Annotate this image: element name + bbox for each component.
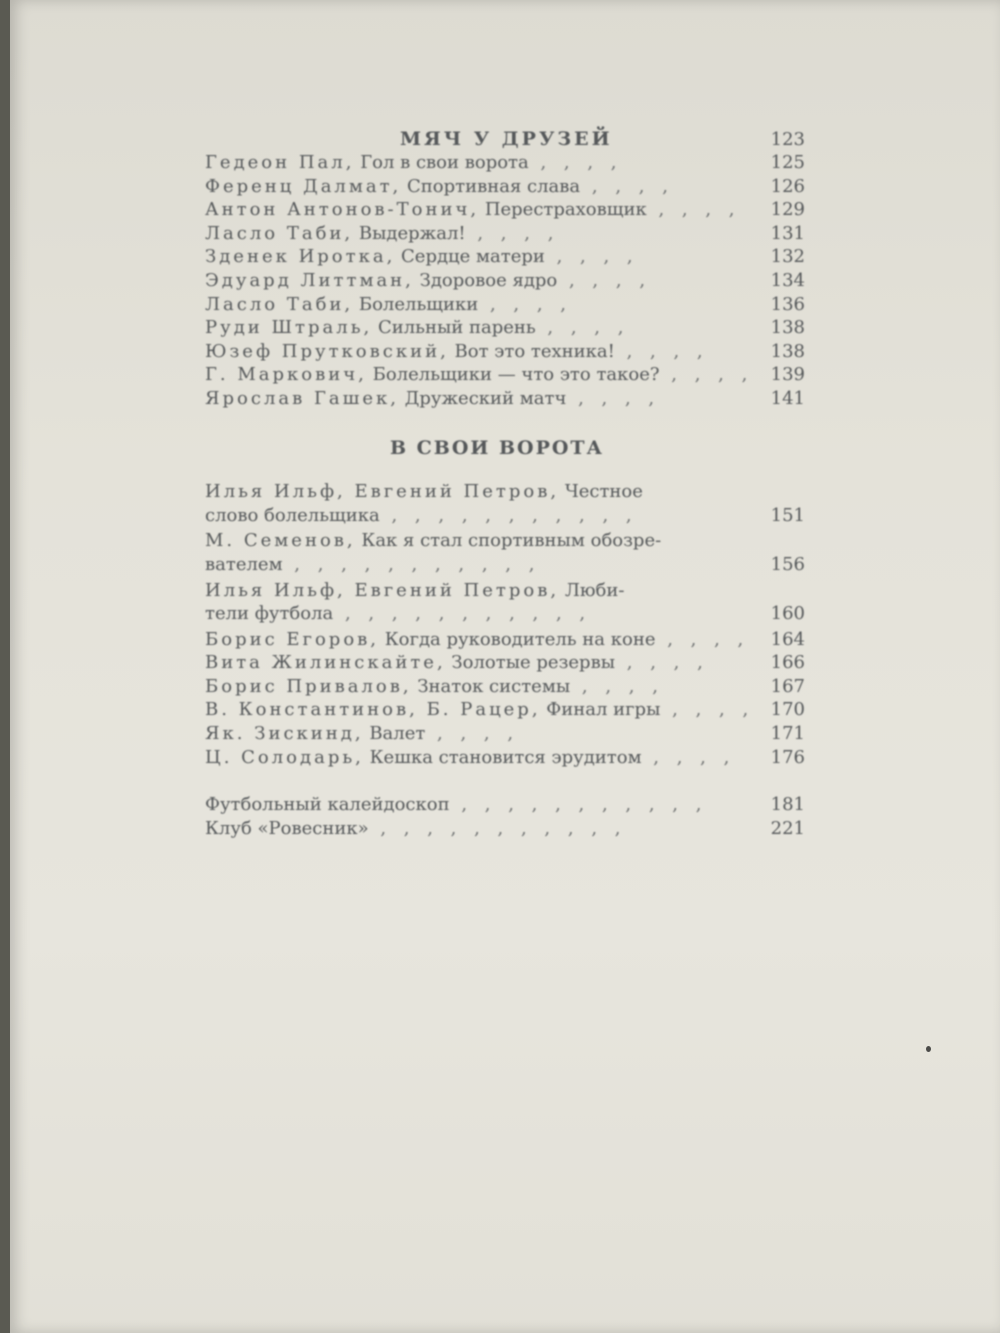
- page-number: 138: [770, 340, 805, 362]
- entry-author: Руди Штраль,: [205, 317, 373, 339]
- dot-leader: , , , ,: [535, 317, 630, 339]
- entry-title: Валет: [369, 723, 426, 745]
- section-title: В СВОИ ВОРОТА: [390, 436, 605, 459]
- entry-title: Как я стал спортивным обозре-: [361, 530, 662, 552]
- page-number: 132: [770, 246, 805, 268]
- dot-leader: , , , ,: [570, 675, 664, 697]
- entry-author: Борис Привалов,: [205, 675, 412, 697]
- entry-title-cont: вателем: [205, 553, 283, 575]
- entry-author: В. Константинов, Б. Рацер,: [205, 699, 541, 721]
- toc-entry: [205, 651, 805, 675]
- dot-leader: , , , ,: [641, 746, 736, 768]
- entry-author: Гедеон Пал,: [205, 152, 355, 173]
- entry-title-cont: тели футбола: [205, 603, 334, 625]
- page-number: 134: [770, 269, 805, 291]
- page-number: 166: [770, 652, 805, 674]
- page-number: 141: [770, 387, 805, 409]
- entry-title: Болельщики — что это такое?: [372, 364, 660, 386]
- section-entries: [205, 480, 805, 769]
- entry-line: [205, 602, 805, 626]
- entry-title: Здоровое ядро: [419, 269, 558, 291]
- entry-author: Вита Жилинскайте,: [205, 652, 446, 674]
- toc-entry: [205, 175, 805, 199]
- dot-leader: , , , , , , , , , , ,: [449, 794, 708, 816]
- toc-entry: [205, 293, 805, 317]
- toc-entry: [205, 222, 805, 246]
- entry-author: Илья Ильф, Евгений Петров,: [205, 481, 560, 503]
- page-number: 138: [770, 317, 805, 339]
- entry-title: Клуб «Ровесник»: [205, 817, 369, 839]
- entry-author: Антон Антонов-Тонич,: [205, 199, 480, 221]
- entry-title: Кешка становится эрудитом: [369, 746, 642, 768]
- dot-leader: , , , ,: [655, 628, 750, 650]
- extra-entries: [205, 793, 805, 840]
- entry-title: Перестраховщик: [484, 199, 647, 221]
- dot-leader: , , , , , , , , , , ,: [379, 504, 638, 526]
- dot-leader: , , , ,: [646, 199, 741, 221]
- entry-author: Ярослав Гашек,: [205, 387, 400, 409]
- entry-title: Вот это техника!: [454, 340, 615, 362]
- dot-leader: , , , , , , , , , , ,: [333, 603, 592, 625]
- toc-entry: [205, 363, 805, 387]
- toc-entry: [205, 151, 805, 175]
- entry-author: Ц. Солодарь,: [205, 746, 364, 768]
- entry-title: Дружеский матч: [404, 387, 567, 409]
- entry-title: Выдержал!: [358, 222, 466, 244]
- entry-title-cont: слово болельщика: [205, 504, 380, 526]
- entry-author: Ференц Далмат,: [205, 175, 402, 197]
- entry-title: Финал игры: [546, 699, 661, 721]
- entry-author: Эдуард Литтман,: [205, 269, 414, 291]
- dot-leader: , , , ,: [614, 340, 709, 362]
- page-number: 156: [770, 553, 805, 575]
- dot-leader: , , , ,: [566, 387, 661, 409]
- page-number: 129: [770, 199, 805, 221]
- page-number: 176: [770, 746, 805, 768]
- entry-author: Г. Маркович,: [205, 364, 367, 386]
- entry-title: Честное: [564, 481, 643, 503]
- entry-title: Болельщики: [358, 293, 479, 315]
- dot-leader: , , , ,: [528, 152, 623, 173]
- entry-line: [205, 504, 805, 528]
- entry-title: Футбольный калейдоскоп: [205, 794, 450, 816]
- toc-entry: [205, 387, 805, 411]
- page-number: 126: [770, 175, 805, 197]
- entry-line: [205, 480, 805, 504]
- entry-title: Золотые резервы: [451, 652, 616, 674]
- entry-author: Зденек Иротка,: [205, 246, 396, 268]
- page-number: 171: [770, 723, 805, 745]
- dot-leader: , , , , , , , , , , ,: [368, 817, 627, 839]
- page-number: 139: [770, 364, 805, 386]
- section-entries: [205, 151, 805, 411]
- page-number: 123: [770, 129, 805, 150]
- paper-speck: [926, 1046, 931, 1052]
- toc-entry: [205, 722, 805, 746]
- toc-entry: [205, 340, 805, 364]
- toc-entry: [205, 269, 805, 293]
- dot-leader: , , , ,: [660, 699, 755, 721]
- entry-author: Ласло Таби,: [205, 222, 354, 244]
- page-number: 160: [770, 603, 805, 625]
- page-number: 136: [770, 293, 805, 315]
- toc-entry: [205, 480, 805, 527]
- entry-author: Як. Зискинд,: [205, 723, 364, 745]
- dot-leader: , , , ,: [425, 723, 520, 745]
- toc-entry: [205, 198, 805, 222]
- book-page: [10, 0, 1000, 1333]
- toc-entry: [205, 628, 805, 652]
- toc-entry: [205, 793, 805, 817]
- toc-entry: [205, 698, 805, 722]
- toc-entry: [205, 316, 805, 340]
- entry-title: Гол в свои ворота: [360, 152, 529, 173]
- toc-entry: [205, 817, 805, 841]
- toc-entry: [205, 746, 805, 770]
- dot-leader: , , , ,: [544, 246, 639, 268]
- dot-leader: , , , ,: [580, 175, 674, 197]
- toc-entry: [205, 245, 805, 269]
- page-number: 181: [770, 794, 805, 816]
- entry-title: Спортивная слава: [407, 175, 581, 197]
- page-number: 170: [770, 699, 805, 721]
- dot-leader: , , , ,: [557, 269, 652, 291]
- entry-line: [205, 553, 805, 577]
- page-number: 167: [770, 675, 805, 697]
- toc-entry: [205, 579, 805, 626]
- dot-leader: , , , ,: [478, 293, 573, 315]
- toc-entry: [205, 675, 805, 699]
- entry-author: Борис Егоров,: [205, 628, 380, 650]
- toc-entry: [205, 529, 805, 576]
- entry-author: Илья Ильф, Евгений Петров,: [205, 579, 560, 601]
- page-number: 131: [770, 222, 805, 244]
- dot-leader: , , , ,: [465, 222, 560, 244]
- entry-title: Знаток системы: [417, 675, 571, 697]
- entry-line: [205, 579, 805, 603]
- page-number: 125: [770, 152, 805, 173]
- section-title: МЯЧ У ДРУЗЕЙ: [400, 128, 613, 150]
- table-of-contents: [205, 128, 805, 840]
- entry-title: Сильный парень: [377, 317, 536, 339]
- entry-line: [205, 529, 805, 553]
- page-number: 164: [770, 628, 805, 650]
- entry-author: Ласло Таби,: [205, 293, 354, 315]
- page-number: 221: [770, 817, 805, 839]
- page-number: 151: [770, 504, 805, 526]
- dot-leader: , , , , , , , , , , ,: [282, 553, 541, 575]
- entry-title: Сердце матери: [401, 246, 545, 268]
- entry-author: Юзеф Прутковский,: [205, 340, 449, 362]
- entry-title: Когда руководитель на коне: [384, 628, 656, 650]
- dot-leader: , , , ,: [659, 364, 754, 386]
- entry-title: Люби-: [564, 579, 625, 601]
- dot-leader: , , , ,: [615, 652, 709, 674]
- entry-author: М. Семенов,: [205, 530, 356, 552]
- section-heading-row: [205, 128, 805, 151]
